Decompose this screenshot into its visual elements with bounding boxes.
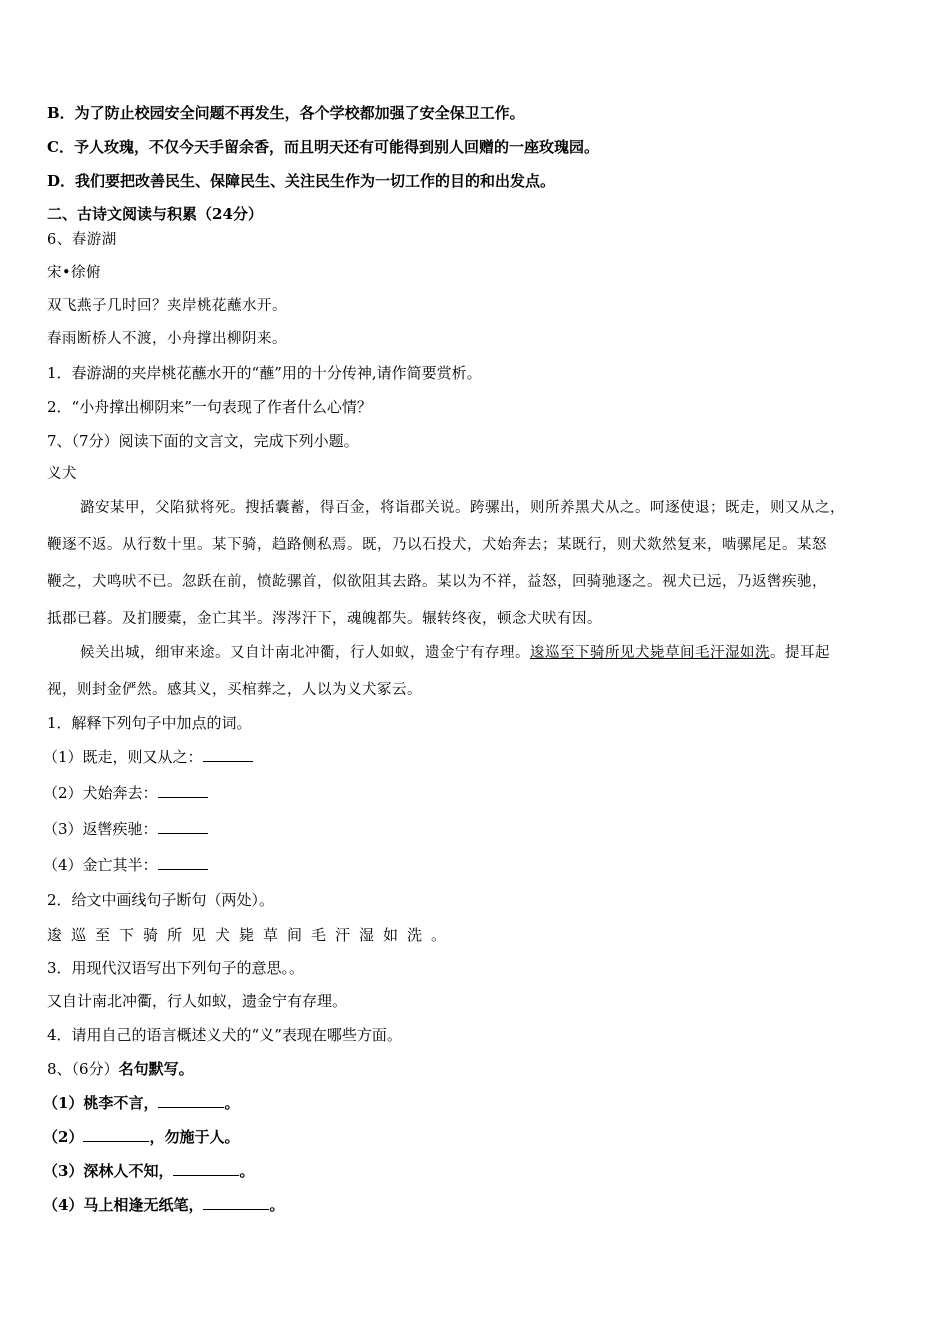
passage-line: 鞭逐不返。从行数十里。某下骑，趋路侧私焉。既，乃以石投犬，犬始奔去；某既行，则犬欻然复来，啮骡尾足。某怒	[47, 537, 827, 553]
q7-sub-question-3: 3．用现代汉语写出下列句子的意思。。	[47, 959, 305, 977]
item-suffix: 。	[224, 1094, 240, 1112]
q8-item-4	[43, 1195, 284, 1215]
q6-sub-question-1: 1．春游湖的夹岸桃花蘸水开的“蘸”用的十分传神,请作简要赏析。	[47, 364, 482, 382]
passage-title: 义犬	[47, 466, 77, 482]
q8-heading: 名句默写。	[118, 1060, 194, 1078]
poem-line-1: 双飞燕子几时回？夹岸桃花蘸水开。	[47, 298, 287, 314]
item-label: （4）马上相逢无纸笔，	[43, 1196, 204, 1214]
q8-item-1	[43, 1093, 239, 1113]
item-label: （1）桃李不言，	[43, 1094, 159, 1112]
item-label: （3）返辔疾驰：	[43, 820, 158, 838]
answer-blank[interactable]	[158, 783, 208, 798]
item-label: （3）深林人不知，	[43, 1162, 174, 1180]
item-label: （4）金亡其半：	[43, 856, 158, 874]
q7-item-3	[43, 819, 208, 839]
passage-line	[80, 643, 830, 663]
answer-blank[interactable]	[158, 855, 208, 870]
item-label: （2）犬始奔去：	[43, 784, 158, 802]
answer-blank[interactable]	[158, 1093, 224, 1108]
underlined-sentence: 逡巡至下骑所见犬毙草间毛汗湿如洗	[530, 645, 770, 661]
answer-blank[interactable]	[203, 1195, 269, 1210]
q7-item-4	[43, 855, 208, 875]
option-d: D．我们要把改善民生、保障民生、关注民生作为一切工作的目的和出发点。	[47, 172, 556, 190]
passage-line: 潞安某甲，父陷狱将死。搜括囊蓄，得百金，将诣郡关说。跨骡出，则所养黑犬从之。呵逐使退；既走，则又从之，	[80, 500, 845, 516]
q8-prefix: 8、（6分）	[47, 1060, 119, 1078]
q7-item-2	[43, 783, 208, 803]
poem-author: 宋•徐俯	[47, 265, 102, 281]
poem-line-2: 春雨断桥人不渡，小舟撑出柳阴来。	[47, 331, 287, 347]
q7-title: 7、（7分）阅读下面的文言文，完成下列小题。	[47, 432, 359, 450]
option-b: B．为了防止校园安全问题不再发生，各个学校都加强了安全保卫工作。	[47, 104, 525, 122]
answer-blank[interactable]	[173, 1161, 239, 1176]
sentence-to-punctuate: 逡巡至下骑所见犬毙草间毛汗湿如洗。	[47, 926, 456, 944]
q8-item-3	[43, 1161, 254, 1181]
q8-item-2	[43, 1127, 239, 1147]
option-c: C．予人玫瑰，不仅今天手留余香，而且明天还有可能得到别人回赠的一座玫瑰园。	[47, 138, 599, 156]
passage-line: 鞭之，犬鸣吠不已。忽跃在前，愤龁骡首，似欲阻其去路。某以为不祥，益怒，回骑驰逐之。视犬已远，乃返辔疾驰，	[47, 574, 827, 590]
q7-sub-question-1: 1．解释下列句子中加点的词。	[47, 714, 252, 732]
passage-text: 候关出城，细审来途。又自计南北冲衢，行人如蚁，遗金宁有存理。	[80, 645, 530, 661]
section-heading: 二、古诗文阅读与积累（24分）	[47, 205, 263, 223]
q6-title: 6、春游湖	[47, 232, 117, 248]
q7-sub-question-4: 4．请用自己的语言概述义犬的“义”表现在哪些方面。	[47, 1026, 402, 1044]
answer-blank[interactable]	[203, 747, 253, 762]
answer-blank[interactable]	[83, 1127, 149, 1142]
item-suffix: ，勿施于人。	[149, 1128, 240, 1146]
passage-text: 。提耳起	[770, 645, 830, 661]
item-label: （2）	[43, 1128, 84, 1146]
sentence-to-translate: 又自计南北冲衢，行人如蚁，遗金宁有存理。	[47, 992, 348, 1010]
answer-blank[interactable]	[158, 819, 208, 834]
item-label: （1）既走，则又从之：	[43, 748, 203, 766]
q7-sub-question-2: 2．给文中画线句子断句（两处）。	[47, 891, 275, 909]
q8-title	[47, 1059, 194, 1079]
item-suffix: 。	[269, 1196, 285, 1214]
passage-line: 抵郡已暮。及扪腰橐，金亡其半。涔涔汗下，魂魄都失。辗转终夜，顿念犬吠有因。	[47, 611, 602, 627]
q6-sub-question-2: 2．“小舟撑出柳阴来”一句表现了作者什么心情？	[47, 398, 372, 416]
q7-item-1	[43, 747, 253, 767]
passage-line: 视，则封金俨然。感其义，买棺葬之，人以为义犬冢云。	[47, 682, 422, 698]
item-suffix: 。	[239, 1162, 255, 1180]
